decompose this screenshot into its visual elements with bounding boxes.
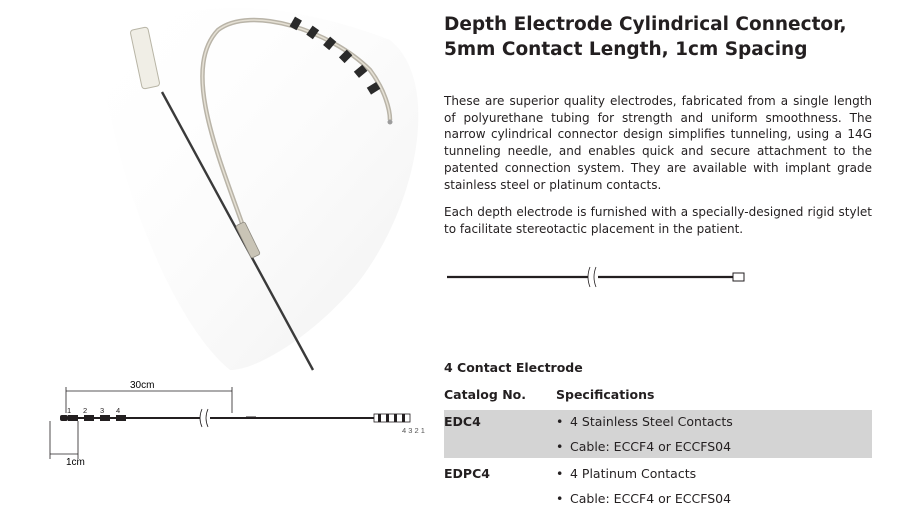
catalog-number: EDPC4 [444,466,490,481]
page-title [444,12,894,62]
catalog-column-header: Catalog No. [444,387,526,402]
spec-item: • 4 Platinum Contacts [556,466,697,481]
title-line-1: Depth Electrode Cylindrical Connector, [444,14,847,35]
table-row [444,462,872,510]
contact-number: 2 [83,406,88,415]
bullet: • [556,439,564,454]
title-line-2: 5mm Contact Length, 1cm Spacing [444,39,808,60]
dim-30cm-label: 30cm [130,380,155,391]
bullet: • [556,414,564,429]
bullet: • [556,466,564,481]
electrode-photo [60,0,440,380]
diagram-tip [60,415,68,421]
specifications-column-header: Specifications [556,387,655,402]
connector-number-labels: 4 3 2 1 [402,426,425,435]
contact-number-labels [67,406,120,415]
contact-number: 4 [116,406,121,415]
bullet: • [556,491,564,506]
lead-illustration [445,262,750,292]
dim-1cm-label: 1cm [66,457,85,468]
electrode-dimension-diagram [30,365,450,475]
contact-number: 3 [100,406,105,415]
table-row [444,410,872,458]
contact-number: 1 [67,406,72,415]
description-paragraph: These are superior quality electrodes, fabricated from a single length of polyurethane tubing for strength and uniform smoothness. The narrow cylindrical connector design simplifies tunneling, using a 14G tunneling needle, and enables quick and secure attachment to the patented connection system. They are available with implant grade stainless steel or platinum contacts. [444,94,872,192]
spec-item: • Cable: ECCF4 or ECCFS04 [556,439,732,454]
spec-item: • 4 Stainless Steel Contacts [556,414,733,429]
section-title: 4 Contact Electrode [444,360,583,375]
spec-item: • Cable: ECCF4 or ECCFS04 [556,491,732,506]
stylet-paragraph: Each depth electrode is furnished with a specially-designed rigid stylet to facilitate stereotactic placement in the patient. [444,205,872,236]
catalog-number: EDC4 [444,414,481,429]
lead-connector [733,273,744,281]
